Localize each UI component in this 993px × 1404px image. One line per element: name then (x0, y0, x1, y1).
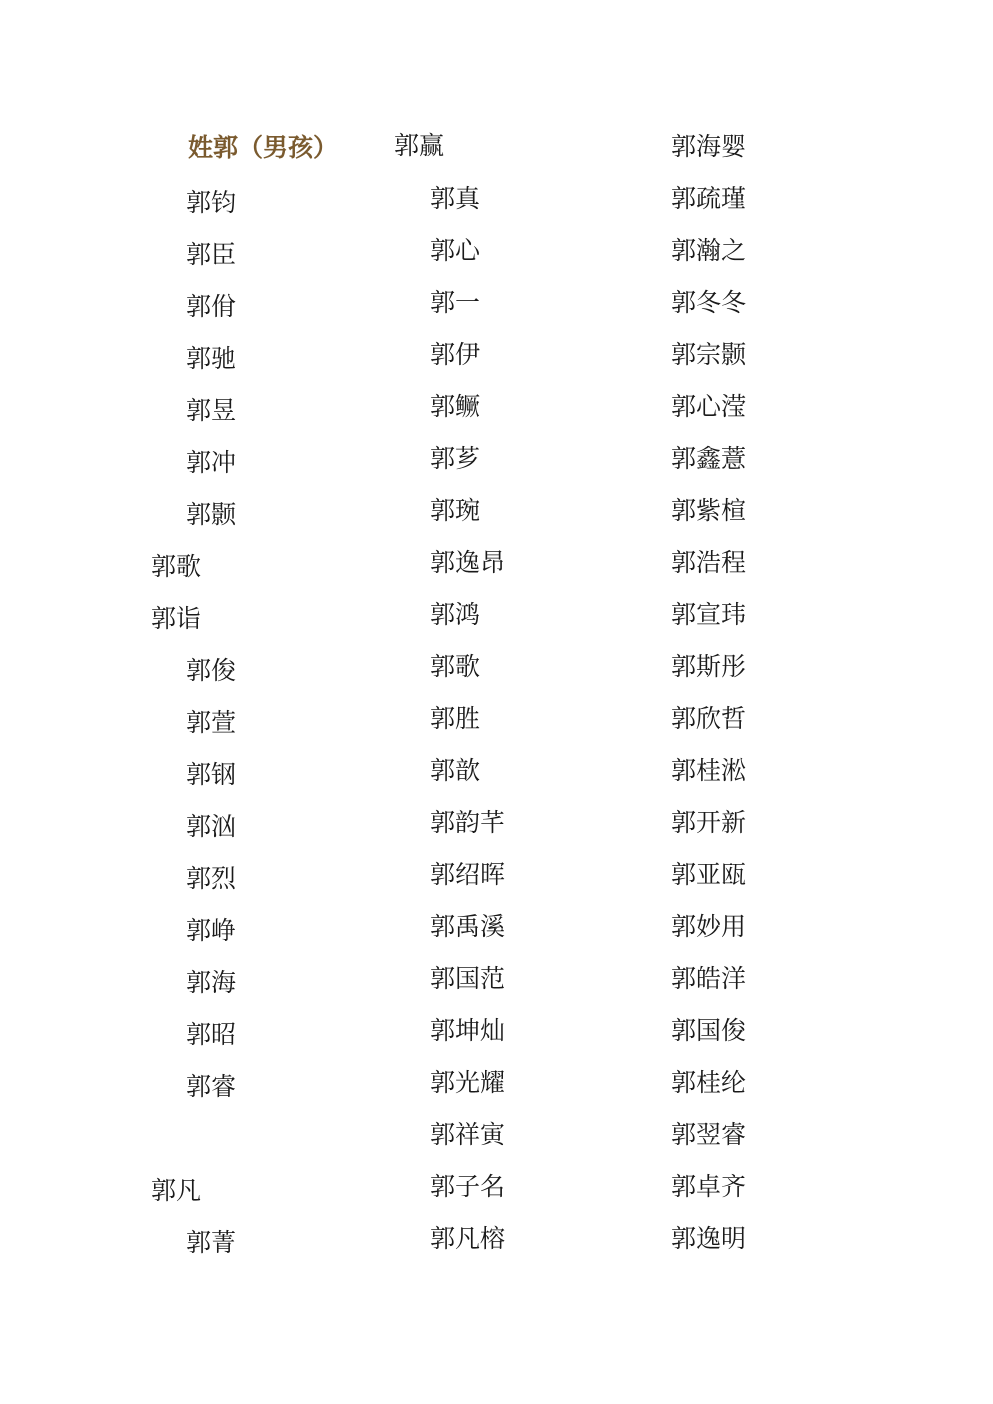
name-entry: 郭韵芊 (430, 808, 506, 837)
section-heading: 姓郭（男孩） (188, 133, 339, 162)
name-entry: 郭昱 (186, 396, 237, 425)
name-entry: 郭昭 (186, 1020, 237, 1049)
name-entry: 郭一 (430, 288, 481, 317)
name-entry: 郭海婴 (671, 132, 747, 161)
name-entry: 郭宣玮 (671, 600, 747, 629)
name-entry: 郭诣 (151, 604, 202, 633)
name-entry: 郭禹溪 (430, 912, 506, 941)
name-entry: 郭斯彤 (671, 652, 747, 681)
name-entry: 郭皓洋 (671, 964, 747, 993)
name-entry: 郭汹 (186, 812, 237, 841)
name-entry: 郭烈 (186, 864, 237, 893)
name-entry: 郭妙用 (671, 912, 747, 941)
name-entry: 郭疏瑾 (671, 184, 747, 213)
name-entry: 郭国范 (430, 964, 506, 993)
name-entry: 郭俊 (186, 656, 237, 685)
name-entry: 郭冲 (186, 448, 237, 477)
name-entry: 郭心 (430, 236, 481, 265)
name-entry: 郭钧 (186, 188, 237, 217)
name-entry: 郭佾 (186, 292, 237, 321)
name-entry: 郭翌睿 (671, 1120, 747, 1149)
name-entry: 郭宗颢 (671, 340, 747, 369)
name-entry: 郭绍晖 (430, 860, 506, 889)
name-entry: 郭海 (186, 968, 237, 997)
name-entry: 郭紫楦 (671, 496, 747, 525)
name-entry: 郭瀚之 (671, 236, 747, 265)
name-entry: 郭芗 (430, 444, 481, 473)
name-entry: 郭坤灿 (430, 1016, 506, 1045)
name-entry: 郭冬冬 (671, 288, 747, 317)
name-entry: 郭桂淞 (671, 756, 747, 785)
name-entry: 郭睿 (186, 1072, 237, 1101)
name-entry: 郭子名 (430, 1172, 506, 1201)
name-entry: 郭真 (430, 184, 481, 213)
name-entry: 郭心滢 (671, 392, 747, 421)
name-entry: 郭亚瓯 (671, 860, 747, 889)
name-entry: 郭逸昂 (430, 548, 506, 577)
name-entry: 郭歆 (430, 756, 481, 785)
name-entry: 郭桂纶 (671, 1068, 747, 1097)
name-entry: 郭伊 (430, 340, 481, 369)
name-entry: 郭国俊 (671, 1016, 747, 1045)
name-entry: 郭鳜 (430, 392, 481, 421)
name-entry: 郭胜 (430, 704, 481, 733)
name-entry: 郭菁 (186, 1228, 237, 1257)
name-entry: 郭歌 (430, 652, 481, 681)
name-entry: 郭颢 (186, 500, 237, 529)
name-entry: 郭凡 (151, 1176, 202, 1205)
name-entry: 郭驰 (186, 344, 237, 373)
name-entry: 郭欣哲 (671, 704, 747, 733)
name-entry: 郭峥 (186, 916, 237, 945)
name-entry: 郭赢 (394, 131, 445, 160)
name-entry: 郭萱 (186, 708, 237, 737)
name-entry: 郭祥寅 (430, 1120, 506, 1149)
name-entry: 郭浩程 (671, 548, 747, 577)
name-entry: 郭钢 (186, 760, 237, 789)
name-entry: 郭琬 (430, 496, 481, 525)
name-entry: 郭鑫薏 (671, 444, 747, 473)
name-entry: 郭逸明 (671, 1224, 747, 1253)
name-entry: 郭卓齐 (671, 1172, 747, 1201)
name-entry: 郭臣 (186, 240, 237, 269)
name-entry: 郭光耀 (430, 1068, 506, 1097)
name-entry: 郭鸿 (430, 600, 481, 629)
name-entry: 郭歌 (151, 552, 202, 581)
name-entry: 郭凡榕 (430, 1224, 506, 1253)
name-entry: 郭开新 (671, 808, 747, 837)
